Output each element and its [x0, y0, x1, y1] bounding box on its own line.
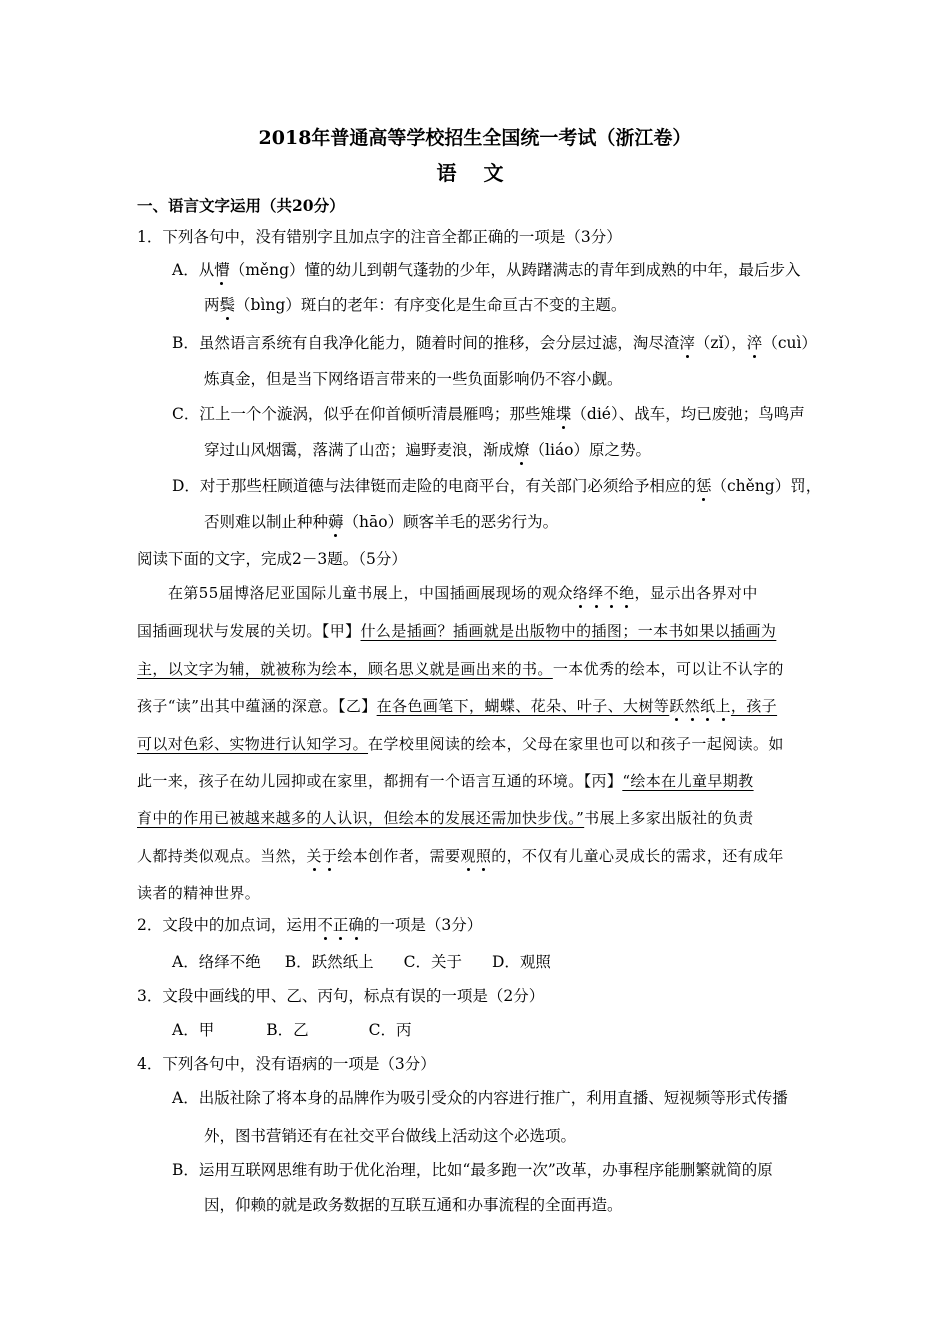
q2-option-c[interactable]: C．关于: [403, 953, 462, 971]
text-segment: ，孩子: [730, 697, 778, 715]
q4-option-b-line2: 因，仰赖的就是政务数据的互联互通和办事流程的全面再造。: [204, 1196, 623, 1214]
underlined-sentence-bing: 育中的作用已被越来越多的人认识，但绘本的发展还需加快步伐。”: [137, 809, 585, 827]
text-segment: ，显示出各界对中: [634, 584, 758, 602]
text-segment: 在各色画笔下，蝴蝶、花朵、叶子、大树等: [376, 697, 670, 715]
dotted-char: 不: [603, 584, 620, 602]
q1-option-d-line1: [172, 476, 821, 496]
dotted-phrase: [460, 847, 491, 865]
q4-option-a-line2: 外，图书营销还有在社交平台做线上活动这个必选项。: [204, 1127, 577, 1145]
passage-line-7: [137, 808, 754, 828]
dotted-char: 确: [348, 916, 364, 934]
text-segment: （zǐ），: [694, 334, 747, 352]
question-2-options: [172, 952, 551, 972]
q1-option-a-line2: [204, 295, 626, 315]
q1-option-a-line1: [172, 260, 801, 280]
section-heading: 一、语言文字运用（共20分）: [137, 196, 345, 215]
dotted-char: 关: [306, 847, 322, 865]
passage-line-4: [137, 696, 777, 716]
passage-line-5: [137, 734, 784, 754]
text-segment: （cuì）: [762, 334, 817, 352]
text-segment: （hāo）顾客羊毛的恶劣行为。: [343, 513, 559, 531]
question-4-stem: 4．下列各句中，没有语病的一项是（3分）: [137, 1055, 436, 1073]
q1-option-b-line2: 炼真金，但是当下网络语言带来的一些负面影响仍不容小觑。: [204, 370, 623, 388]
underlined-sentence-bing: “绘本在儿童早期教: [622, 772, 754, 790]
passage-line-6: [137, 771, 754, 791]
text-segment: 孩子“读”出其中蕴涵的深意。【乙】: [137, 697, 377, 715]
q2-option-d[interactable]: D．观照: [491, 953, 551, 971]
text-segment: 2．文段中的加点词，运用: [137, 916, 318, 934]
dotted-char: 络: [572, 584, 589, 602]
q4-option-a-line1: A．出版社除了将本身的品牌作为吸引受众的内容进行推广，利用直播、短视频等形式传播: [172, 1089, 788, 1107]
text-segment: 一本优秀的绘本，可以让不认字的: [552, 660, 784, 678]
passage-line-2: [137, 621, 776, 641]
q1-option-d-line2: [204, 512, 558, 532]
dotted-char: 薅: [328, 513, 344, 531]
text-segment: 在第55届博洛尼亚国际儿童书展上，中国插画展现场的观众: [168, 584, 573, 602]
question-1-stem: 1．下列各句中，没有错别字且加点字的注音全都正确的一项是（3分）: [137, 228, 622, 246]
question-2-stem: [137, 915, 482, 935]
text-segment: 此一来，孩子在幼儿园抑或在家里，都拥有一个语言互通的环境。【丙】: [137, 772, 623, 790]
subject-title: 语 文: [436, 161, 514, 185]
dotted-char: 滓: [679, 334, 695, 352]
q2-option-a[interactable]: A．络绎不绝: [172, 953, 261, 971]
passage-line-8: [137, 846, 784, 866]
question-3-stem: 3．文段中画线的甲、乙、丙句，标点有误的一项是（2分）: [137, 987, 545, 1005]
text-segment: B．虽然语言系统有自我净化能力，随着时间的推移，会分层过滤，淘尽渣: [172, 334, 680, 352]
text-segment: 在学校里阅读的绘本，父母在家里也可以和孩子一起阅读。如: [368, 735, 784, 753]
underlined-sentence-yi: 可以对色彩、实物进行认知学习。: [137, 735, 369, 753]
text-segment: （měng）懂的幼儿到朝气蓬勃的少年，从踌躇满志的青年到成熟的中年，最后步入: [229, 261, 801, 279]
exam-title: 2018年普通高等学校招生全国统一考试（浙江卷）: [258, 127, 692, 149]
dotted-char: 淬: [746, 334, 763, 352]
passage-line-9: 读者的精神世界。: [137, 884, 261, 902]
text-segment: （chěng）罚，: [711, 477, 822, 495]
q4-option-b-line1: B．运用互联网思维有助于优化治理，比如“最多跑一次”改革，办事程序能删繁就简的原: [172, 1161, 773, 1179]
text-segment: 穿过山风烟霭，落满了山峦；遍野麦浪，渐成: [204, 441, 515, 459]
passage-line-3: [137, 659, 784, 679]
text-segment: （dié）、战车，均已废弛；鸟鸣声: [571, 405, 805, 423]
dotted-char: 惩: [695, 477, 712, 495]
text-segment: （liáo）原之势。: [529, 441, 652, 459]
text-segment: 的，不仅有儿童心灵成长的需求，还有成年: [491, 847, 784, 865]
dotted-char: 不: [317, 916, 333, 934]
dotted-char: 跃: [669, 697, 685, 715]
underlined-sentence-yi: [377, 697, 777, 715]
q1-option-c-line2: [204, 440, 651, 460]
dotted-char: 照: [475, 847, 492, 865]
q3-option-b[interactable]: B．乙: [266, 1021, 309, 1039]
dotted-char: 绎: [588, 584, 604, 602]
passage-line-1: [168, 583, 758, 603]
text-segment: （bìng）斑白的老年：有序变化是生命亘古不变的主题。: [235, 296, 627, 314]
q2-option-b[interactable]: B．跃然纸上: [284, 953, 374, 971]
dotted-char: 观: [460, 847, 476, 865]
dotted-char: 堞: [555, 405, 572, 423]
text-segment: 绘本创作者，需要: [337, 847, 461, 865]
q3-option-c[interactable]: C．丙: [368, 1021, 412, 1039]
dotted-char: 于: [321, 847, 338, 865]
dotted-phrase: [317, 916, 364, 934]
q1-option-b-line1: [172, 333, 817, 353]
text-segment: C．江上一个个漩涡，似乎在仰首倾听清晨雁鸣；那些雉: [172, 405, 556, 423]
reading-intro: 阅读下面的文字，完成2－3题。（5分）: [137, 550, 407, 568]
text-segment: 否则难以制止种种: [204, 513, 329, 531]
underlined-sentence-jia: 什么是插画？插画就是出版物中的插图；一本书如果以插画为: [360, 622, 777, 640]
dotted-phrase: [573, 584, 635, 602]
q3-option-a[interactable]: A．甲: [172, 1021, 215, 1039]
dotted-phrase: [306, 847, 337, 865]
dotted-char: 懵: [214, 261, 230, 279]
question-3-options: [172, 1020, 411, 1040]
dotted-char: 纸: [700, 697, 716, 715]
dotted-char: 然: [684, 697, 701, 715]
underlined-sentence-jia: 主，以文字为辅，就被称为绘本，顾名思义就是画出来的书。: [137, 660, 553, 678]
text-segment: 的一项是（3分）: [363, 916, 483, 934]
text-segment: 国插画现状与发展的关切。【甲】: [137, 622, 361, 640]
text-segment: D．对于那些枉顾道德与法律铤而走险的电商平台，有关部门必须给予相应的: [172, 477, 696, 495]
text-segment: 书展上多家出版社的负责: [584, 809, 754, 827]
dotted-char: 鬓: [219, 296, 236, 314]
dotted-phrase: [669, 697, 731, 715]
dotted-char: 上: [715, 697, 731, 715]
text-segment: 人都持类似观点。当然，: [137, 847, 307, 865]
dotted-char: 绝: [619, 584, 635, 602]
text-segment: A．从: [172, 261, 215, 279]
dotted-char: 燎: [514, 441, 530, 459]
q1-option-c-line1: [172, 404, 805, 424]
text-segment: 两: [204, 296, 220, 314]
dotted-char: 正: [332, 916, 349, 934]
